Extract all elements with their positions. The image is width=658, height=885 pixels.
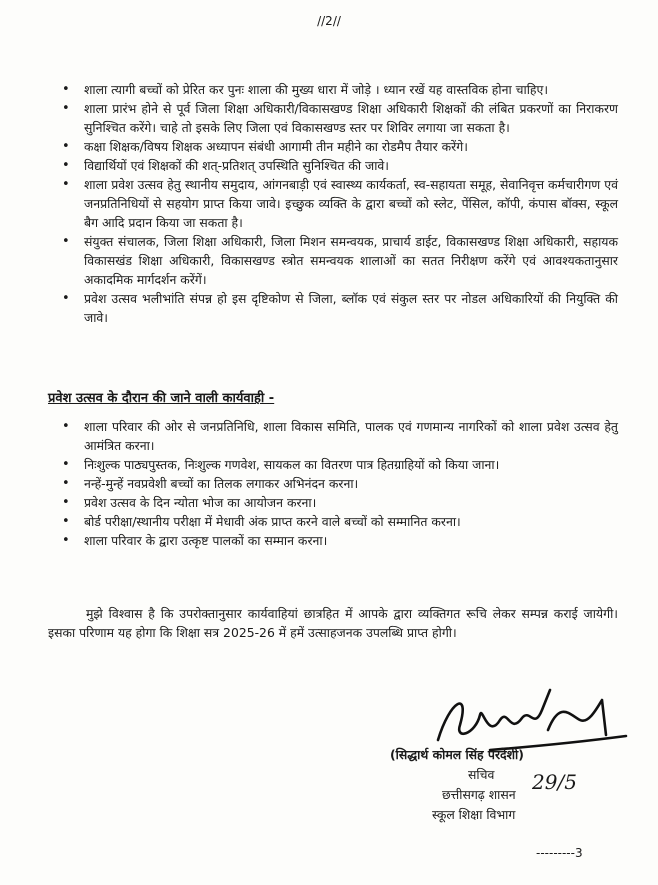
list-item: • कक्षा शिक्षक/विषय शिक्षक अध्यापन संबंधी आगामी तीन महीने का रोडमैप तैयार करेंगे। [62,139,468,154]
signatory-department: स्कूल शिक्षा विभाग [432,807,516,822]
list-item: • प्रवेश उत्सव के दिन न्योता भोज का आयोजन करना। [62,495,317,510]
bullet-icon: • [62,234,70,249]
list-item: • निःशुल्क पाठ्यपुस्तक, निःशुल्क गणवेश, सायकल का वितरण पात्र हितग्राहियों को किया जाना। [62,457,500,472]
list-item: • नन्हें-मुन्हें नवप्रवेशी बच्चों का तिलक लगाकर अभिनंदन करना। [62,476,359,491]
next-page-marker: ---------3 [536,846,583,860]
bullet-icon: • [62,139,70,154]
list-item: • शाला प्रारंभ होने से पूर्व जिला शिक्षा अधिकारी/विकासखण्ड शिक्षा अधिकारी शिक्षकों की लंबित प्रकरणों का निराकरण सुनिश्चित करेंगे। चाहे तो इसके लिए जिला एवं विकासखण्ड स्तर पर शिविर लगाया जा सकता है। [62,101,618,135]
bullet-icon: • [62,495,70,510]
bullet-icon: • [62,457,70,472]
section-heading: प्रवेश उत्सव के दौरान की जाने वाली कार्यवाही - [48,391,275,406]
signatory-name: (सिद्धार्थ कोमल सिंह परदेशी) [390,747,524,762]
bullet-icon: • [62,291,70,306]
bullet-icon: • [62,533,70,548]
list-item: • बोर्ड परीक्षा/स्थानीय परीक्षा में मेधावी अंक प्राप्त करने वाले बच्चों को सम्मानित करना। [62,514,461,529]
bullet-icon: • [62,82,70,97]
list-item: • शाला प्रवेश उत्सव हेतु स्थानीय समुदाय, आंगनबाड़ी एवं स्वास्थ्य कार्यकर्ता, स्व-सहायता समूह, सेवानिवृत्त कर्मचारीगण एवं जनप्रतिनिधियों से सहयोग प्राप्त किया जावे। इच्छुक व्यक्ति के द्वारा बच्चों को स्लेट, पेंसिल, कॉपी, कंपास बॉक्स, स्कूल बैग आदि प्रदान किया जा सकता है। [62,177,618,230]
bullet-icon: • [62,514,70,529]
bullet-icon: • [62,101,70,116]
bullet-icon: • [62,177,70,192]
signatory-role: सचिव [468,767,495,782]
list-item: • प्रवेश उत्सव भलीभांति संपन्न हो इस दृष्टिकोण से जिला, ब्लॉक एवं संकुल स्तर पर नोडल अधिकारियों की नियुक्ति की जावे। [62,291,618,325]
instruction-list [62,80,618,327]
bullet-icon: • [62,419,70,434]
list-item: • शाला परिवार की ओर से जनप्रतिनिधि, शाला विकास समिति, पालक एवं गणमान्य नागरिकों को शाला प्रवेश उत्सव हेतु आमंत्रित करना। [62,419,618,453]
list-item: • संयुक्त संचालक, जिला शिक्षा अधिकारी, जिला मिशन समन्वयक, प्राचार्य डाईट, विकासखण्ड शिक्षा अधिकारी, सहायक विकासखंड शिक्षा अधिकारी, विकासखण्ड स्त्रोत समन्वयक शालाओं का सतत निरीक्षण करेंगे एवं आवश्यकतानुसार अकादमिक मार्गदर्शन करेंगें। [62,234,618,287]
list-item: • शाला त्यागी बच्चों को प्रेरित कर पुनः शाला की मुख्य धारा में जोड़े । ध्यान रखें यह वास्तविक होना चाहिए। [62,82,549,97]
handwritten-date: 29/5 [532,770,577,794]
list-item: • विद्यार्थियों एवं शिक्षकों की शत्-प्रतिशत् उपस्थिति सुनिश्चित की जावे। [62,158,390,173]
activity-list [62,417,618,550]
bullet-icon: • [62,476,70,491]
signatory-government: छत्तीसगढ़ शासन [442,787,516,802]
page-number: //2// [317,14,341,28]
bullet-icon: • [62,158,70,173]
closing-paragraph: मुझे विश्वास है कि उपरोक्तानुसार कार्यवाहियां छात्रहित में आपके द्वारा व्यक्तिगत रूचि लेकर सम्पन्न कराई जायेगी। इसका परिणाम यह होगा कि शिक्षा सत्र 2025-26 में हमें उत्साहजनक उपलब्धि प्राप्त होगी। [48,606,618,640]
list-item: • शाला परिवार के द्वारा उत्कृष्ट पालकों का सम्मान करना। [62,533,328,548]
